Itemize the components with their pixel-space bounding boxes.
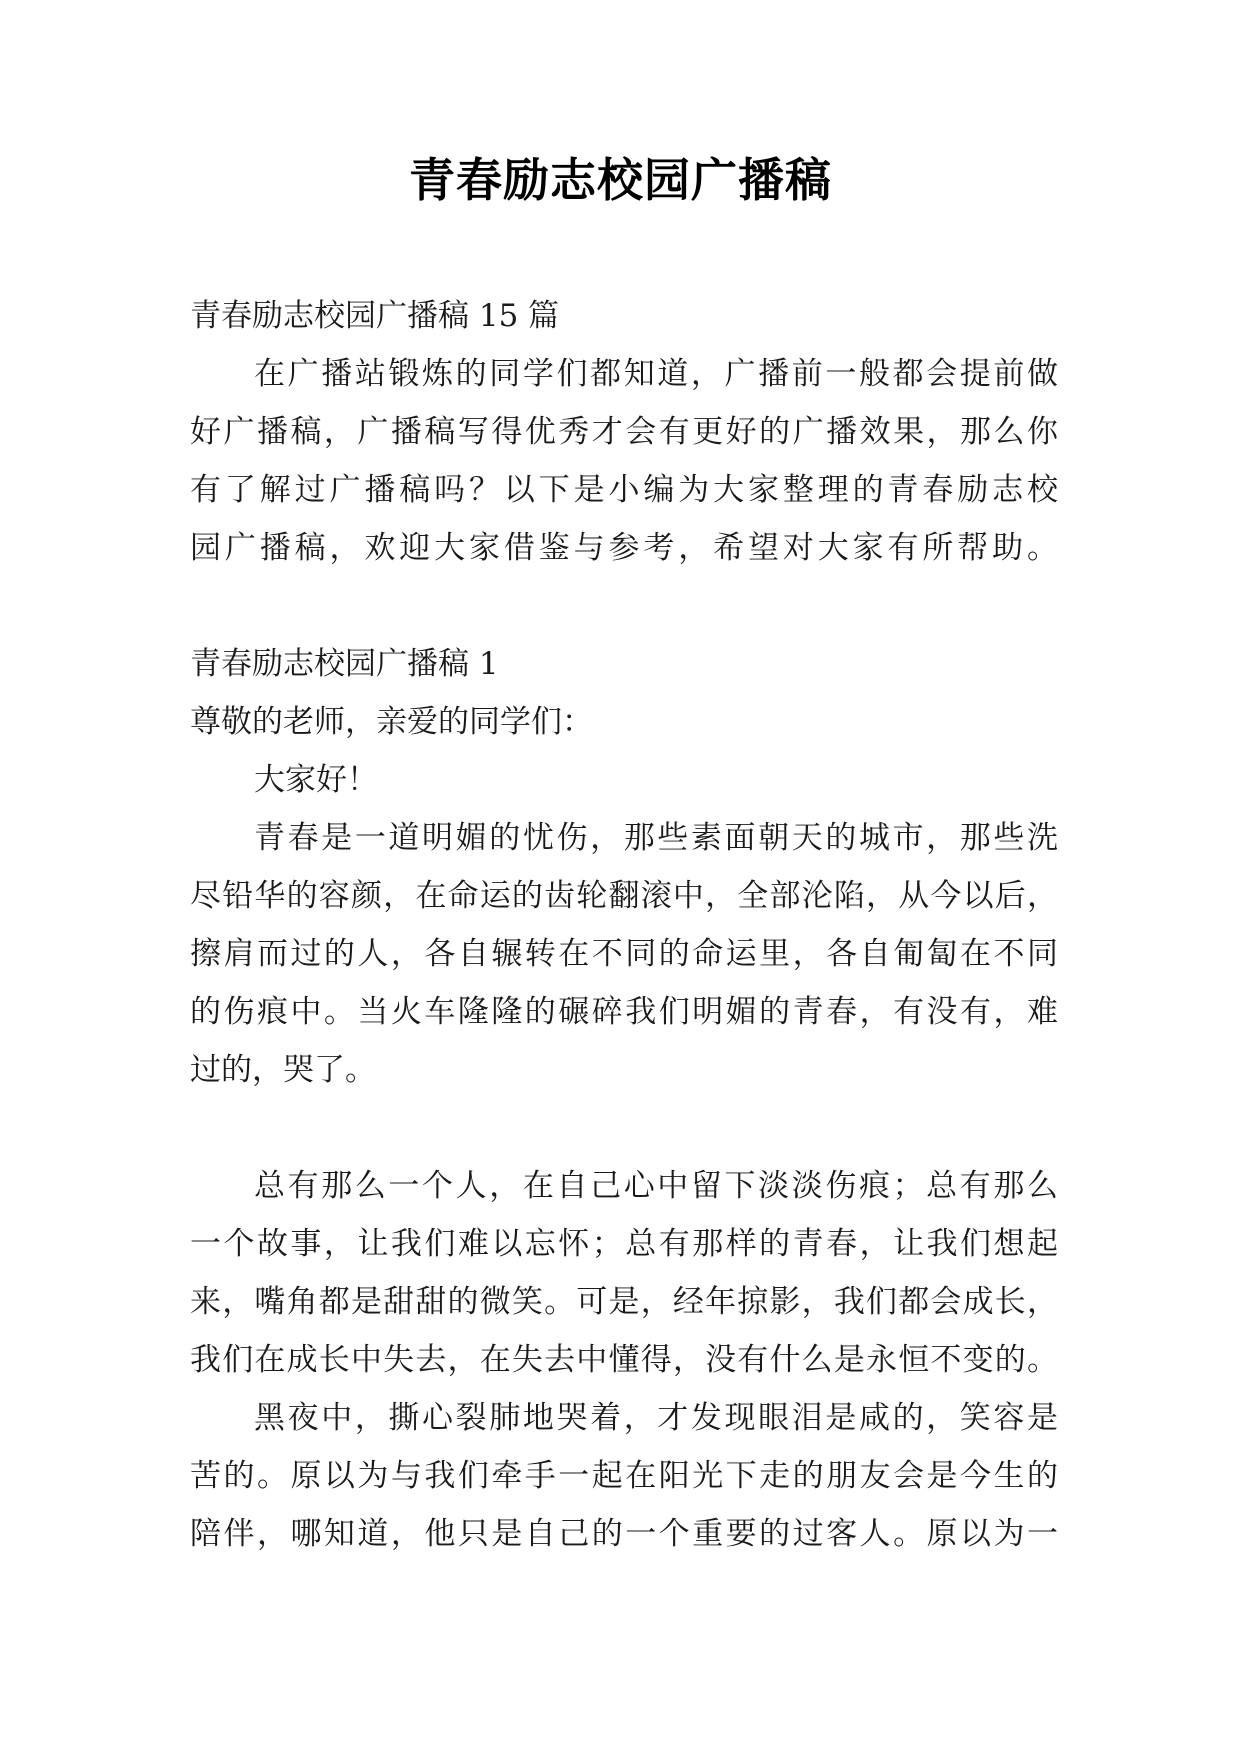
intro-line: 好广播稿，广播稿写得优秀才会有更好的广播效果，那么你	[190, 414, 1058, 450]
subtitle: 青春励志校园广播稿 15 篇	[190, 298, 560, 334]
intro-line: 园广播稿，欢迎大家借鉴与参考，希望对大家有所帮助。	[190, 530, 1058, 566]
intro-line: 在广播站锻炼的同学们都知道，广播前一般都会提前做	[254, 356, 1058, 392]
paragraph-line: 我们在成长中失去，在失去中懂得，没有什么是永恒不变的。	[190, 1342, 1058, 1378]
paragraph-line: 青春是一道明媚的忧伤，那些素面朝天的城市，那些洗	[254, 820, 1058, 856]
salutation: 尊敬的老师，亲爱的同学们：	[190, 704, 593, 740]
paragraph-line: 一个故事，让我们难以忘怀；总有那样的青春，让我们想起	[190, 1226, 1058, 1262]
greeting: 大家好！	[254, 762, 378, 798]
paragraph-line: 苦的。原以为与我们牵手一起在阳光下走的朋友会是今生的	[190, 1458, 1058, 1494]
paragraph-line: 过的，哭了。	[190, 1052, 376, 1088]
paragraph	[190, 809, 1058, 1099]
paragraph-line: 总有那么一个人，在自己心中留下淡淡伤痕；总有那么	[254, 1168, 1058, 1204]
paragraph-line: 的伤痕中。当火车隆隆的碾碎我们明媚的青春，有没有，难	[190, 994, 1058, 1030]
paragraph	[190, 1389, 1058, 1563]
paragraph	[190, 1157, 1058, 1389]
document-title: 青春励志校园广播稿	[409, 153, 832, 207]
spacer	[190, 1099, 1058, 1157]
intro-line: 有了解过广播稿吗？以下是小编为大家整理的青春励志校	[190, 472, 1058, 508]
paragraph-line: 陪伴，哪知道，他只是自己的一个重要的过客人。原以为一	[190, 1516, 1058, 1552]
document-body	[190, 287, 1058, 1563]
section-heading: 青春励志校园广播稿 1	[190, 646, 499, 682]
spacer	[190, 577, 1058, 635]
paragraph-line: 黑夜中，撕心裂肺地哭着，才发现眼泪是咸的，笑容是	[254, 1400, 1058, 1436]
paragraph-line: 来，嘴角都是甜甜的微笑。可是，经年掠影，我们都会成长，	[190, 1284, 1058, 1320]
paragraph-line: 尽铅华的容颜，在命运的齿轮翻滚中，全部沦陷，从今以后，	[190, 878, 1058, 914]
intro-paragraph	[190, 345, 1058, 577]
paragraph-line: 擦肩而过的人，各自辗转在不同的命运里，各自匍匐在不同	[190, 936, 1058, 972]
